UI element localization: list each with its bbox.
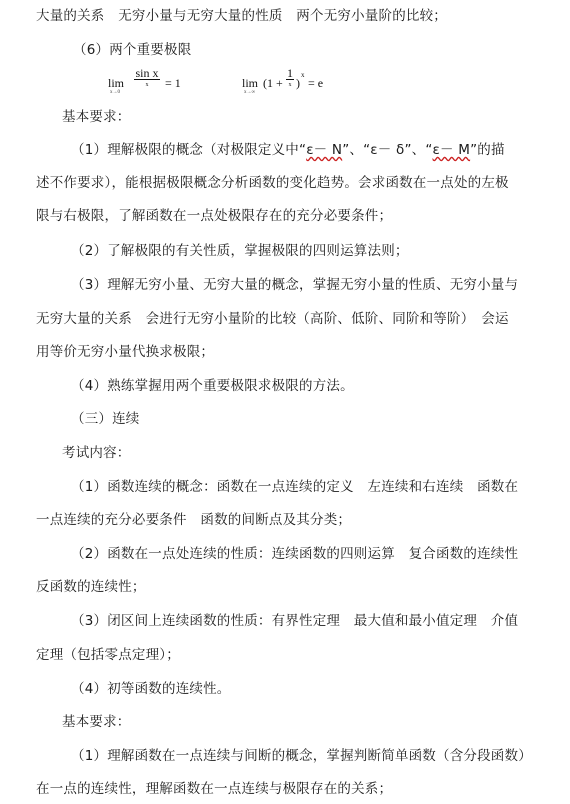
limit-formula-sinx bbox=[108, 68, 198, 96]
epsilon-delta-term: ε－ δ bbox=[370, 142, 405, 158]
section-heading: （6）两个重要极限 bbox=[73, 42, 192, 58]
text-line: （2）了解极限的有关性质，掌握极限的四则运算法则； bbox=[71, 243, 409, 259]
subheading-exam-content: 考试内容： bbox=[62, 445, 131, 461]
lim-symbol: lim bbox=[108, 76, 125, 90]
lim-subscript: x→0 bbox=[110, 90, 120, 95]
text-span: （1）理解极限的概念（对极限定义中“ bbox=[71, 142, 307, 158]
text-line: （4）熟练掌握用两个重要极限求极限的方法。 bbox=[71, 378, 354, 394]
epsilon-m-term: ε－ M bbox=[432, 142, 471, 158]
text-line: 在一点的连续性，理解函数在一点连续与极限存在的关系； bbox=[36, 781, 393, 797]
exponent: x bbox=[301, 71, 305, 79]
text-span: ”、“ bbox=[404, 142, 433, 158]
numerator: sin x bbox=[135, 66, 159, 80]
formula-rhs: = 1 bbox=[165, 76, 181, 90]
text-line: （3）闭区间上连续函数的性质：有界性定理 最大值和最小值定理 介值 bbox=[71, 613, 519, 629]
text-span: ”、“ bbox=[342, 142, 371, 158]
subheading-basic-requirements: 基本要求： bbox=[62, 714, 131, 730]
epsilon-n-term: ε－ N bbox=[306, 142, 343, 158]
text-line: 反函数的连续性； bbox=[36, 579, 146, 595]
text-line: 无穷大量的关系 会进行无穷小量阶的比较（高阶、低阶、同阶和等阶） 会运 bbox=[36, 311, 509, 327]
fraction bbox=[285, 68, 295, 91]
text-line: 用等价无穷小量代换求极限； bbox=[36, 344, 215, 360]
text-line: （1）理解函数在一点连续与间断的概念，掌握判断简单函数（含分段函数） bbox=[71, 748, 532, 764]
text-line: （2）函数在一点处连续的性质：连续函数的四则运算 复合函数的连续性 bbox=[71, 546, 519, 562]
lim-symbol: lim bbox=[242, 76, 259, 90]
text-line: （4）初等函数的连续性。 bbox=[71, 681, 231, 697]
text-line: 大量的关系 无穷小量与无穷大量的性质 两个无穷小量阶的比较； bbox=[36, 8, 447, 24]
text-line: 述不作要求），能根据极限概念分析函数的变化趋势。会求函数在一点处的左极 bbox=[36, 175, 509, 191]
section-heading: （三）连续 bbox=[71, 411, 140, 427]
fraction bbox=[133, 68, 161, 91]
text-span: ”的描 bbox=[470, 142, 505, 158]
formula-rhs: = e bbox=[308, 76, 324, 90]
limit-formula-e bbox=[242, 68, 342, 96]
denominator: x bbox=[145, 82, 149, 88]
text-line: （3）理解无穷小量、无穷大量的概念，掌握无穷小量的性质、无穷小量与 bbox=[71, 277, 519, 293]
text-line: （1）函数连续的概念：函数在一点连续的定义 左连续和右连续 函数在 bbox=[71, 479, 519, 495]
denominator: x bbox=[288, 82, 292, 88]
text-line: 定理（包括零点定理）； bbox=[36, 647, 180, 663]
subheading-basic-requirements: 基本要求： bbox=[62, 109, 131, 125]
lim-subscript: x→∞ bbox=[244, 90, 256, 95]
text-line: 一点连续的充分必要条件 函数的间断点及其分类； bbox=[36, 512, 352, 528]
text-line: 限与右极限，了解函数在一点处极限存在的充分必要条件； bbox=[36, 208, 393, 224]
paren-open: (1 + bbox=[263, 76, 283, 90]
numerator: 1 bbox=[287, 66, 293, 80]
text-line bbox=[71, 140, 505, 160]
paren-close: ) bbox=[296, 76, 300, 90]
